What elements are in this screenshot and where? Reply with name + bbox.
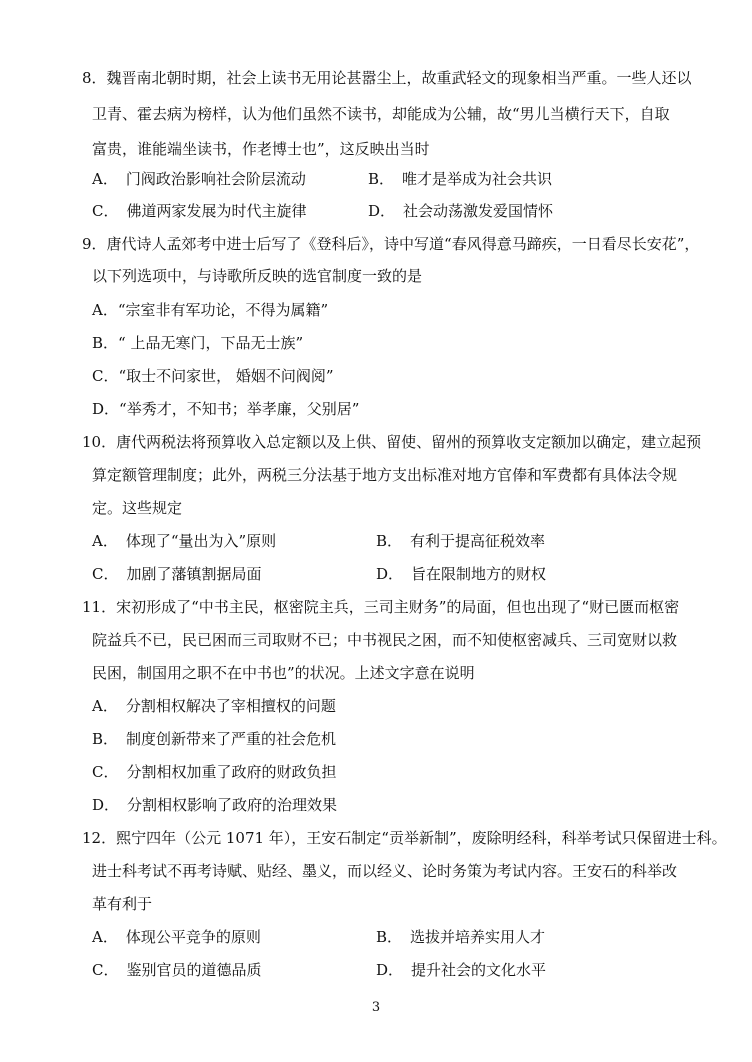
option-label: B． (92, 730, 119, 748)
q10-option-b (376, 531, 545, 551)
q10-option-c (92, 564, 262, 584)
q8-stem-line-3: 富贵，谁能端坐读书，作老博士也”，这反映出当时 (92, 140, 430, 158)
q8-option-c (92, 201, 307, 221)
option-label: C． (92, 565, 119, 583)
option-text: 社会动荡激发爱国情怀 (403, 202, 554, 220)
q9-stem-line-1: 9．唐代诗人孟郊考中进士后写了《登科后》，诗中写道“春风得意马蹄疾，一日看尽长安花”， (82, 235, 700, 253)
option-text: 旨在限制地方的财权 (411, 565, 547, 583)
option-label: D． (368, 202, 396, 220)
q10-option-a (92, 531, 276, 551)
q9-option-b (92, 333, 303, 353)
q12-stem-line-2: 进士科考试不再考诗赋、贴经、墨义，而以经义、论时务策为考试内容。王安石的科举改 (92, 862, 678, 880)
q11-option-c (92, 762, 337, 782)
option-text: “宗室非有军功论，不得为属籍” (117, 301, 329, 319)
option-text: 佛道两家发展为时代主旋律 (126, 202, 307, 220)
q12-stem-line-3: 革有利于 (92, 895, 153, 913)
option-text: 加剧了藩镇割据局面 (126, 565, 262, 583)
option-label: C． (92, 763, 119, 781)
q10-stem-line-3: 定。这些规定 (92, 499, 183, 517)
option-text: 体现公平竞争的原则 (125, 928, 261, 946)
option-text: 选拔并培养实用人才 (410, 928, 546, 946)
option-label: D． (92, 400, 120, 418)
q9-stem-line-2: 以下列选项中，与诗歌所反映的选官制度一致的是 (92, 267, 423, 285)
option-text: 提升社会的文化水平 (411, 961, 547, 979)
option-label: A． (92, 697, 118, 715)
option-text: “ 上品无寒门，下品无士族” (118, 334, 304, 352)
q11-option-d (92, 795, 337, 815)
q11-stem-line-2: 院益兵不已，民已困而三司取财不已；中书视民之困，而不知使枢密减兵、三司宽财以救 (92, 631, 678, 649)
option-text: 制度创新带来了严重的社会危机 (126, 730, 337, 748)
option-label: B． (376, 532, 403, 550)
option-label: C． (92, 367, 119, 385)
q8-option-b (368, 169, 552, 189)
option-label: A． (92, 170, 118, 188)
q11-option-b (92, 729, 336, 749)
q12-option-c (92, 960, 262, 980)
q12-option-d (376, 960, 546, 980)
q10-stem-line-2: 算定额管理制度；此外，两税三分法基于地方支出标准对地方官俸和军费都有具体法令规 (92, 466, 678, 484)
option-label: A． (92, 928, 118, 946)
q11-stem-line-1: 11．宋初形成了“中书主民，枢密院主兵，三司主财务”的局面，但也出现了“财已匮而枢密 (82, 598, 680, 616)
option-text: “取士不问家世， 婚姻不问阀阅” (118, 367, 334, 385)
page-number: 3 (371, 1000, 381, 1015)
option-text: 有利于提高征税效率 (410, 532, 546, 550)
option-label: B． (92, 334, 119, 352)
q8-stem-line-1: 8．魏晋南北朝时期，社会上读书无用论甚嚣尘上，故重武轻文的现象相当严重。一些人还以 (82, 69, 692, 87)
option-text: 分割相权影响了政府的治理效果 (127, 796, 338, 814)
option-text: 唯才是举成为社会共识 (402, 170, 553, 188)
option-label: D． (376, 961, 404, 979)
option-label: C． (92, 202, 119, 220)
option-text: 门阀政治影响社会阶层流动 (125, 170, 306, 188)
option-text: 分割相权加重了政府的财政负担 (126, 763, 337, 781)
q10-stem-line-1: 10．唐代两税法将预算收入总定额以及上供、留使、留州的预算收支定额加以确定，建立起预 (82, 433, 702, 451)
q9-option-c (92, 366, 334, 386)
option-text: “举秀才，不知书；举孝廉，父别居” (119, 400, 360, 418)
q12-option-b (376, 927, 545, 947)
option-label: D． (92, 796, 120, 814)
option-label: A． (92, 301, 118, 319)
q8-option-a (92, 169, 306, 189)
option-label: C． (92, 961, 119, 979)
q8-option-d (368, 201, 553, 221)
q9-option-a (92, 300, 328, 320)
q11-option-a (92, 696, 336, 716)
option-label: B． (376, 928, 403, 946)
option-label: D． (376, 565, 404, 583)
q9-option-d (92, 399, 359, 419)
option-text: 体现了“量出为入”原则 (125, 532, 277, 550)
q10-option-d (376, 564, 546, 584)
option-label: A． (92, 532, 118, 550)
option-label: B． (368, 170, 395, 188)
option-text: 鉴别官员的道德品质 (126, 961, 262, 979)
option-text: 分割相权解决了宰相擅权的问题 (125, 697, 336, 715)
q12-option-a (92, 927, 261, 947)
q8-stem-line-2: 卫青、霍去病为榜样，认为他们虽然不读书，却能成为公辅，故“男儿当横行天下，自取 (92, 105, 670, 123)
q12-stem-line-1: 12．熙宁四年（公元 1071 年），王安石制定“贡举新制”，废除明经科，科举考试只保留进士科。 (82, 829, 727, 847)
q11-stem-line-3: 民困，制国用之职不在中书也”的状况。上述文字意在说明 (92, 664, 475, 682)
